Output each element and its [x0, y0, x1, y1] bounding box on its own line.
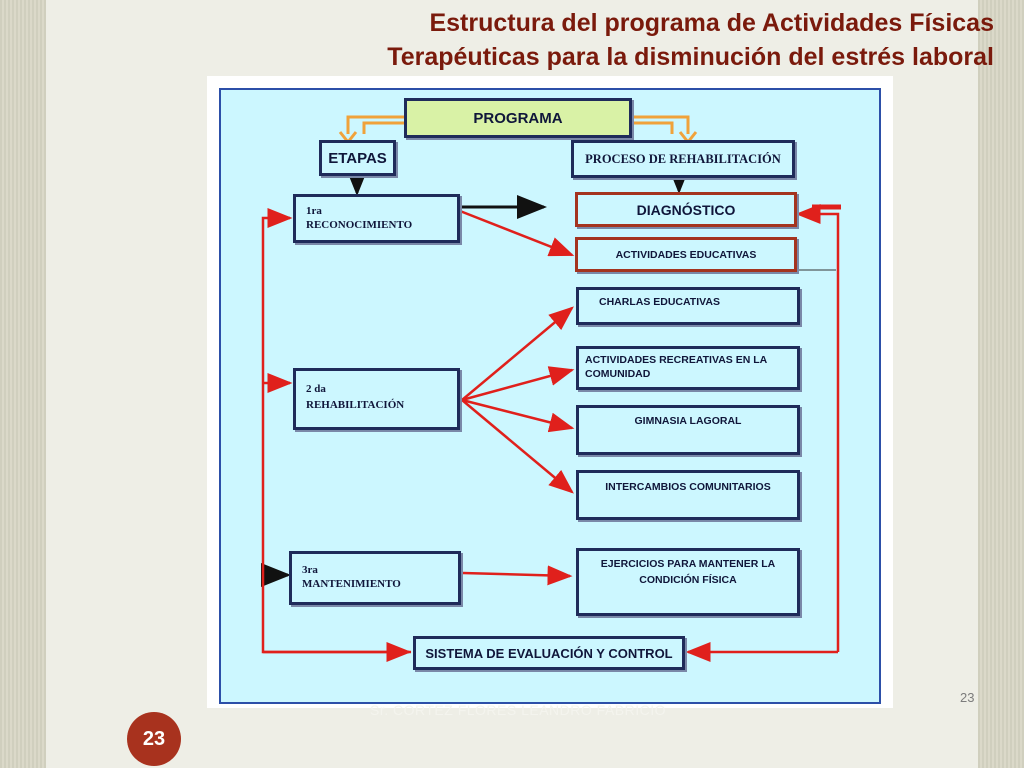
actividades-recreativas-line1: ACTIVIDADES RECREATIVAS EN LA	[585, 354, 768, 366]
programa-label: PROGRAMA	[473, 109, 563, 127]
right-feedback-loop	[798, 214, 838, 652]
stage2-fan-arrows	[462, 308, 572, 492]
stage2-box	[293, 368, 460, 430]
stage3-number: 3ra	[302, 564, 318, 576]
actividades-recreativas-box	[576, 346, 800, 390]
charlas-educativas-label: CHARLAS EDUCATIVAS	[599, 296, 720, 308]
charlas-educativas-box	[576, 287, 800, 325]
diagnostico-label: DIAGNÓSTICO	[636, 201, 736, 218]
footer-author: Sr. CORTEZ FLORES LEANDRO FABRICIO	[370, 702, 667, 718]
stage3-to-ejercicios-arrow	[463, 573, 570, 576]
stage3-name: MANTENIMIENTO	[302, 578, 401, 590]
gimnasia-laboral-label: GIMNASIA LAGORAL	[634, 415, 742, 427]
title-line-1: Estructura del programa de Actividades Físicas	[429, 9, 994, 37]
etapas-label: ETAPAS	[328, 149, 387, 167]
stage2-number: 2 da	[306, 383, 326, 395]
stage1-box	[293, 194, 460, 243]
actividades-recreativas-line2: COMUNIDAD	[585, 368, 651, 380]
ejercicios-box	[576, 548, 800, 616]
actividades-educativas-label: ACTIVIDADES EDUCATIVAS	[615, 248, 757, 261]
proceso-label: PROCESO DE REHABILITACIÓN	[585, 151, 781, 166]
stage1-name: RECONOCIMIENTO	[306, 219, 413, 231]
title-line-2: Terapéuticas para la disminución del estrés laboral	[387, 43, 994, 71]
sistema-label: SISTEMA DE EVALUACIÓN Y CONTROL	[425, 645, 673, 661]
programa-box	[404, 98, 632, 138]
actividades-educativas-box	[575, 237, 797, 272]
stage1-to-actividades-arrow	[460, 211, 572, 255]
diagnostico-box	[575, 192, 797, 227]
programa-to-proceso-arrow	[631, 117, 696, 142]
stage3-box	[289, 551, 461, 605]
intercambios-box	[576, 470, 800, 520]
intercambios-label: INTERCAMBIOS COMUNITARIOS	[605, 481, 771, 493]
ejercicios-line2: CONDICIÓN FÍSICA	[639, 574, 737, 586]
gimnasia-laboral-box	[576, 405, 800, 455]
stage1-number: 1ra	[306, 205, 322, 217]
etapas-box	[319, 140, 396, 176]
programa-to-etapas-arrow	[340, 117, 405, 142]
proceso-box	[571, 140, 795, 178]
page-number: 23	[960, 690, 975, 705]
slide-number-badge: 23	[127, 712, 181, 766]
sistema-box	[413, 636, 685, 670]
stage2-name: REHABILITACIÓN	[306, 399, 405, 411]
ejercicios-line1: EJERCICIOS PARA MANTENER LA	[600, 558, 776, 570]
